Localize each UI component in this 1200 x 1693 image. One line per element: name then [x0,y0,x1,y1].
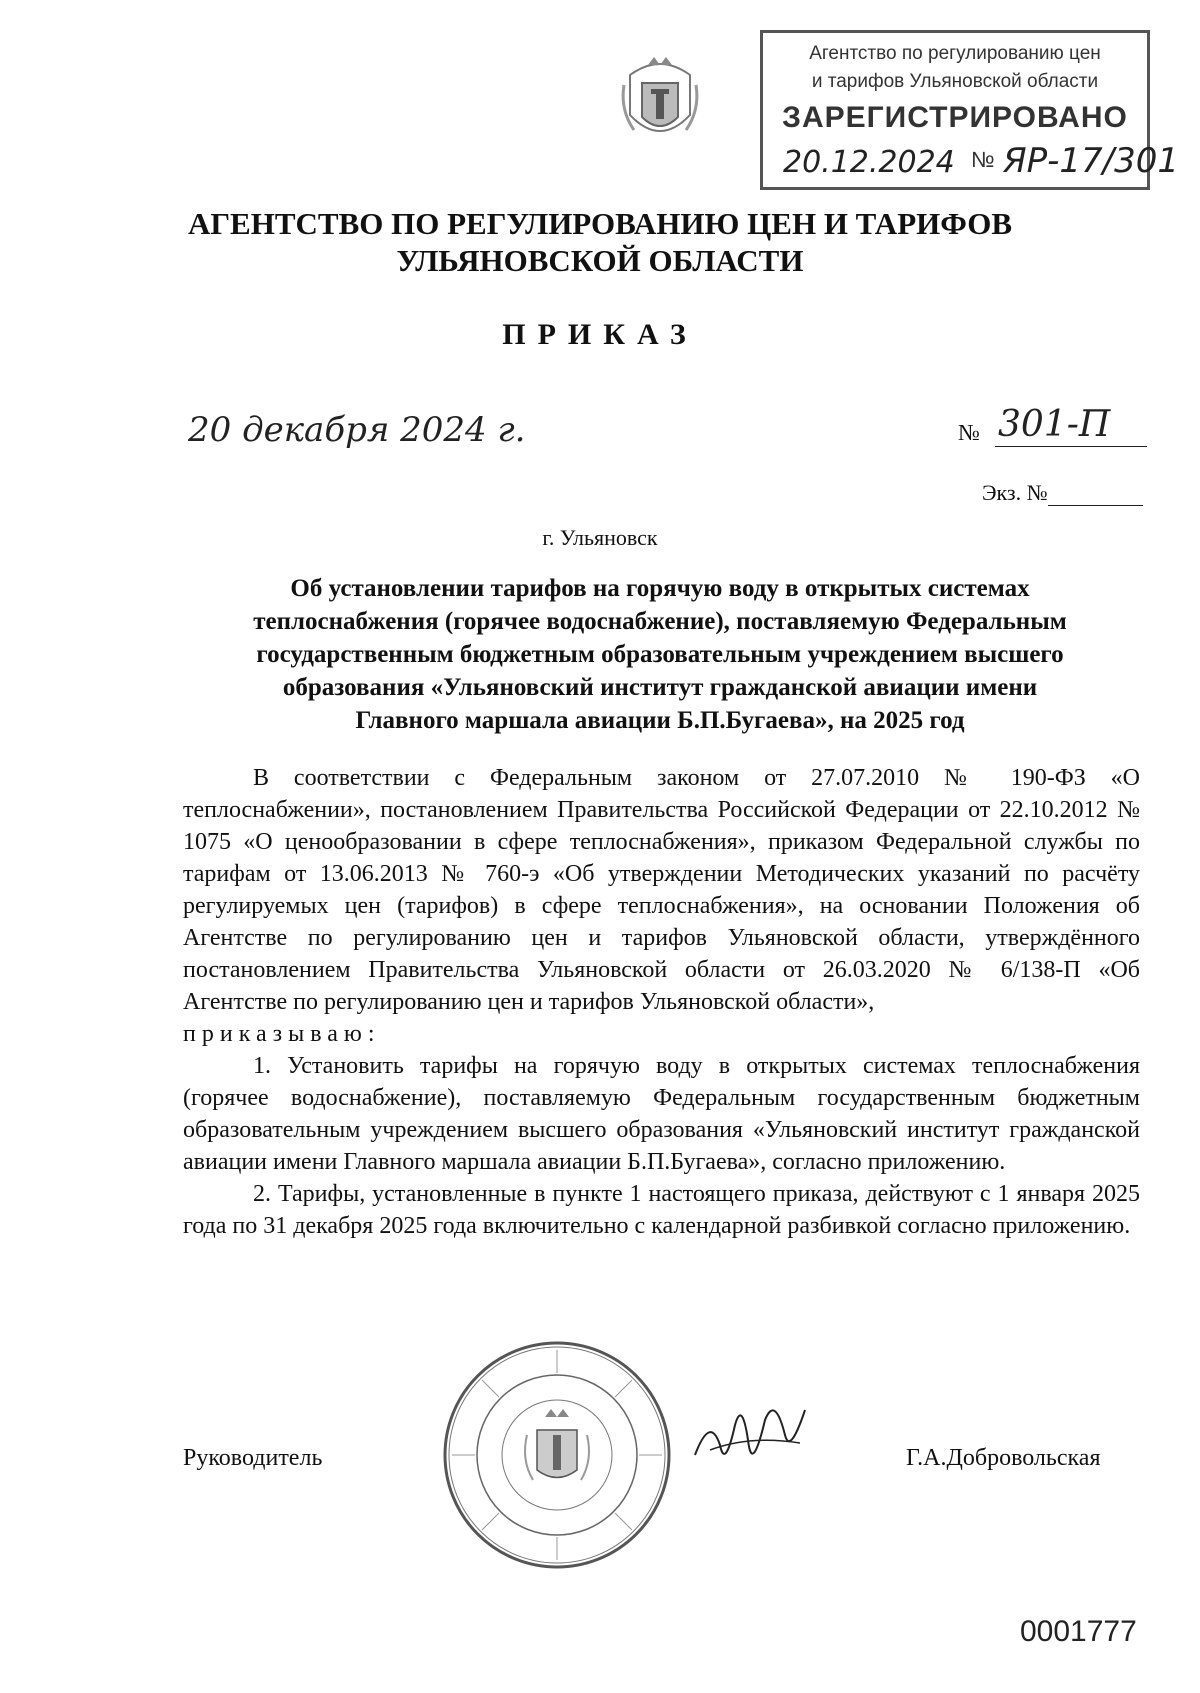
signatory-name: Г.А.Добровольская [906,1445,1101,1471]
document-title [170,572,1150,737]
order-number-underline [995,446,1147,447]
registration-stamp [760,30,1180,190]
title-line: государственным бюджетным образовательным учреждением высшего [256,641,1064,668]
item-1-paragraph: 1. Установить тарифы на горячую воду в открытых системах теплоснабжения (горячее водоснабжение), поставляемую Федеральным государственным бюджетным образовательным учреждением высшего образования «Ульяновский институт гражданской авиации имени Главного маршала авиации Б.П.Бугаева», согласно приложению. [183,1053,1140,1175]
official-seal-icon [437,1335,677,1575]
order-word: приказываю: [183,1021,381,1047]
stamp-number-label: № [971,147,995,172]
stamp-agency-line1: Агентство по регулированию цен [809,43,1101,64]
title-line: образования «Ульяновский институт гражданской авиации имени [282,674,1038,701]
title-line: Об установлении тарифов на горячую воду в открытых системах [290,575,1030,602]
handwritten-date: 20 декабря 2024 г. [188,410,526,450]
order-number-label: № [958,420,980,445]
copy-number [982,480,1143,506]
agency-line2: УЛЬЯНОВСКОЙ ОБЛАСТИ [396,243,804,278]
signature-mark-icon [690,1395,810,1485]
city: г. Ульяновск [542,525,658,550]
agency-heading [0,205,1200,279]
item-2-paragraph: 2. Тарифы, установленные в пункте 1 настоящего приказа, действуют с 1 января 2025 года по 31 декабря 2025 года включительно с календарной разбивкой согласно приложению. [183,1181,1140,1239]
copy-number-label: Экз. № [982,480,1048,505]
document-body [183,762,1140,1242]
handwritten-order-number: 301-П [998,404,1111,445]
copy-number-blank [1048,485,1143,506]
title-line: теплоснабжения (горячее водоснабжение), поставляемую Федеральным [253,608,1067,635]
doc-type-heading: ПРИКАЗ [502,318,698,351]
stamp-status: ЗАРЕГИСТРИРОВАНО [782,101,1128,134]
stamp-date: 20.12.2024 [783,145,955,180]
signatory-role: Руководитель [183,1445,323,1471]
serial-number: 0001777 [1020,1615,1137,1648]
stamp-number: ЯР-17/301 [1003,141,1180,181]
stamp-agency-line2: и тарифов Ульяновской области [811,71,1099,92]
title-line: Главного маршала авиации Б.П.Бугаева», на 2025 год [355,707,965,734]
preamble-paragraph: В соответствии с Федеральным законом от 27.07.2010 № 190-ФЗ «О теплоснабжении», постановлением Правительства Российской Федерации от 22.10.2012 № 1075 «О ценообразовании в сфере теплоснабжения», приказом Федеральной службы по тарифам от 13.06.2013 № 760-э «Об утверждении Методических указаний по расчёту регулируемых цен (тарифов) в сфере теплоснабжения», на основании Положения об Агентстве по регулированию цен и тарифов Ульяновской области, утверждённого постановлением Правительства Ульяновской области от 26.03.2020 № 6/138-П «Об Агентстве по регулированию цен и тарифов Ульяновской области», [183,765,1140,1015]
agency-line1: АГЕНТСТВО ПО РЕГУЛИРОВАНИЮ ЦЕН И ТАРИФОВ [187,206,1013,241]
coat-of-arms-icon [620,55,700,150]
